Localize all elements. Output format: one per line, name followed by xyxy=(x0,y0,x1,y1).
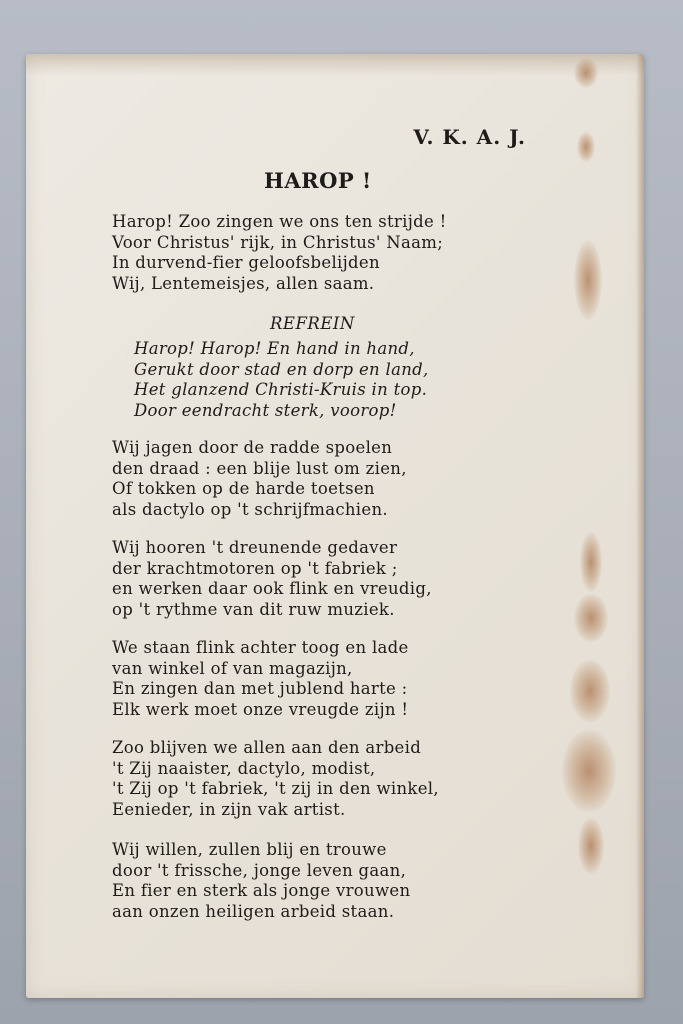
stanza-6 xyxy=(112,840,410,922)
verse-line: der krachtmotoren op 't fabriek ; xyxy=(112,558,398,578)
verse-line: 't Zij op 't fabriek, 't zij in den winkel, xyxy=(112,779,439,798)
song-card xyxy=(26,54,644,998)
refrain-line: Harop! Harop! En hand in hand, xyxy=(134,339,415,358)
verse-line: Wij, Lentemeisjes, allen saam. xyxy=(112,273,375,293)
verse-line: En fier en sterk als jonge vrouwen xyxy=(112,881,411,900)
verse-line: Wij willen, zullen blij en trouwe xyxy=(112,840,387,859)
verse-line: Harop! Zoo zingen we ons ten strijde ! xyxy=(112,212,447,231)
refrain-line: Door eendracht sterk, voorop! xyxy=(134,400,397,420)
verse-line: op 't rythme van dit ruw muziek. xyxy=(112,599,395,619)
stanza-2 xyxy=(112,438,407,520)
stanza-3 xyxy=(112,538,432,620)
stanza-5 xyxy=(112,738,439,820)
verse-line: den draad : een blije lust om zien, xyxy=(112,458,407,478)
verse-line: We staan flink achter toog en lade xyxy=(112,638,409,657)
verse-line: Zoo blijven we allen aan den arbeid xyxy=(112,738,422,757)
refrain-line: Gerukt door stad en dorp en land, xyxy=(134,359,429,379)
verse-line: als dactylo op 't schrijfmachien. xyxy=(112,499,388,519)
refrain-line: Het glanzend Christi-Kruis in top. xyxy=(134,380,428,399)
verse-line: van winkel of van magazijn, xyxy=(112,658,353,678)
verse-line: Voor Christus' rijk, in Christus' Naam; xyxy=(112,232,444,252)
stanza-4 xyxy=(112,638,409,720)
verse-line: Elk werk moet onze vreugde zijn ! xyxy=(112,699,409,719)
verse-line: 't Zij naaister, dactylo, modist, xyxy=(112,758,376,778)
card-text xyxy=(26,54,644,998)
verse-line: En zingen dan met jublend harte : xyxy=(112,679,408,698)
verse-line: Wij hooren 't dreunende gedaver xyxy=(112,538,398,557)
verse-line: door 't frissche, jonge leven gaan, xyxy=(112,860,407,880)
song-title: HAROP ! xyxy=(264,168,372,193)
stanza-1 xyxy=(112,212,447,294)
refrain xyxy=(134,339,429,421)
verse-line: aan onzen heiligen arbeid staan. xyxy=(112,901,395,921)
verse-line: In durvend-fier geloofsbelijden xyxy=(112,253,380,272)
verse-line: Eenieder, in zijn vak artist. xyxy=(112,799,346,819)
verse-line: Wij jagen door de radde spoelen xyxy=(112,438,393,457)
refrain-heading: REFREIN xyxy=(270,314,355,333)
verse-line: Of tokken op de harde toetsen xyxy=(112,479,375,498)
organization-initials: V. K. A. J. xyxy=(413,125,526,149)
verse-line: en werken daar ook flink en vreudig, xyxy=(112,579,432,598)
